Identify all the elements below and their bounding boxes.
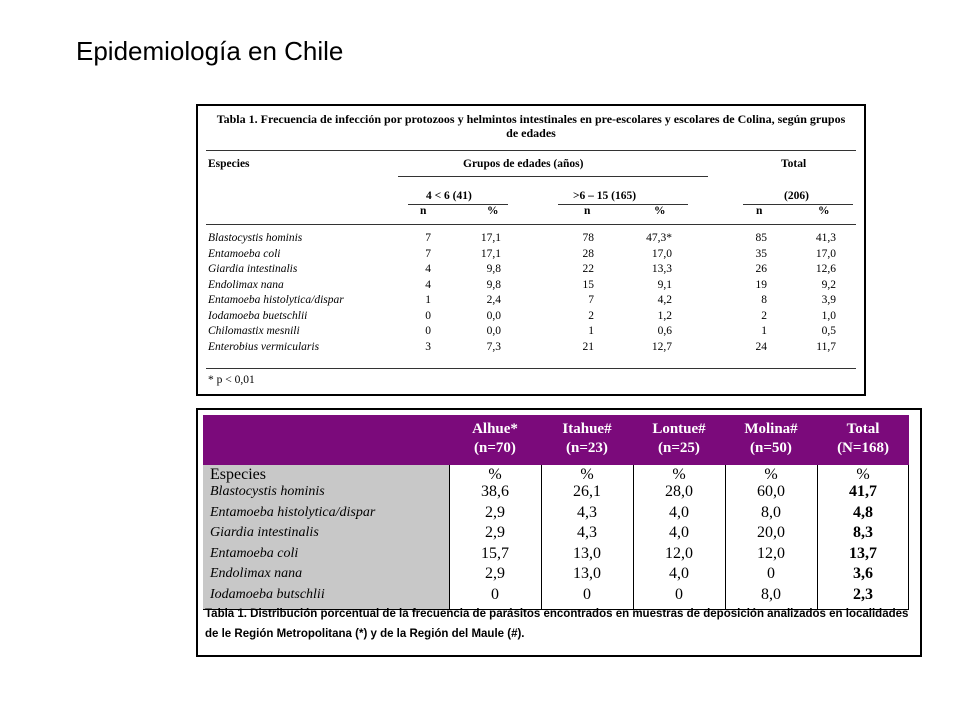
table1-cell-nt: 26 bbox=[755, 263, 767, 275]
table2-cell: 26,1 bbox=[573, 483, 601, 500]
table2-cell: 28,0 bbox=[665, 483, 693, 500]
table2-cell: 0 bbox=[583, 585, 591, 603]
table1-cell-p2: 0,6 bbox=[657, 325, 672, 337]
table1-cell-nt: 24 bbox=[755, 340, 767, 353]
table2-col-molina: Molina# (n=50) bbox=[744, 421, 798, 456]
table1-species: Enterobius vermicularis bbox=[208, 340, 320, 353]
table1-cell-pt: 12,6 bbox=[815, 263, 836, 275]
table1-frame bbox=[196, 104, 866, 396]
table1-cell-n2: 2 bbox=[588, 309, 594, 322]
table1-cell-p2: 17,0 bbox=[651, 247, 672, 260]
table1-species: Blastocystis hominis bbox=[208, 232, 303, 244]
table1-cell-n2: 1 bbox=[588, 325, 594, 337]
slide-title: Epidemiología en Chile bbox=[76, 36, 344, 66]
table1-caption: Tabla 1. Frecuencia de infección por protozoos y helmintos intestinales en pre-escolares y escolares de Colina, según grupos de edades bbox=[216, 112, 846, 140]
table1-cell-p2: 13,3 bbox=[651, 263, 672, 275]
table2-cell: 0 bbox=[491, 585, 499, 603]
table1-cell-pt: 0,5 bbox=[821, 325, 836, 337]
table1-rule-bottom bbox=[206, 368, 856, 369]
table1-cell-n1: 7 bbox=[425, 247, 431, 260]
table1-cell-pt: 3,9 bbox=[821, 294, 836, 306]
table2-pct: % bbox=[764, 466, 778, 483]
table2-cell: 2,9 bbox=[485, 503, 505, 521]
table1-group1: 4 < 6 (41) bbox=[426, 190, 472, 202]
table1-species: Entamoeba coli bbox=[208, 247, 281, 260]
table1-col-pt: % bbox=[818, 205, 830, 217]
table2-pct: % bbox=[856, 466, 870, 483]
table2-cell: 8,3 bbox=[853, 524, 873, 541]
table1-cell-n2: 7 bbox=[588, 294, 594, 306]
table2-species: Entamoeba coli bbox=[210, 545, 299, 561]
table2-cell: 12,0 bbox=[665, 544, 693, 562]
table2-species: Endolimax nana bbox=[210, 566, 303, 581]
table1-species: Giardia intestinalis bbox=[208, 263, 298, 275]
table1-cell-p1: 17,1 bbox=[480, 232, 501, 244]
table2-cell: 8,0 bbox=[761, 503, 781, 521]
table1-species: Endolimax nana bbox=[208, 278, 284, 291]
table1-cell-nt: 2 bbox=[761, 309, 767, 322]
table2-cell: 60,0 bbox=[757, 483, 785, 500]
table2-cell: 4,3 bbox=[577, 503, 597, 521]
table2-pct: % bbox=[580, 466, 594, 483]
table1-cell-pt: 17,0 bbox=[815, 247, 836, 260]
table1-col-p1: % bbox=[487, 205, 499, 217]
table2-cell: 4,0 bbox=[669, 524, 689, 541]
table2-cell: 38,6 bbox=[481, 483, 509, 500]
table1-cell-n1: 1 bbox=[425, 294, 431, 306]
table1-cell-nt: 85 bbox=[755, 232, 767, 244]
table2-cell: 0 bbox=[767, 565, 775, 582]
table2-header bbox=[203, 415, 909, 465]
table1-cell-n1: 4 bbox=[425, 263, 431, 275]
table2-cell: 12,0 bbox=[757, 544, 785, 562]
table1-species: Entamoeba histolytica/dispar bbox=[208, 294, 344, 306]
table1-cell-n1: 7 bbox=[425, 232, 431, 244]
table1-cell-n2: 21 bbox=[582, 340, 594, 353]
table1-rule-g2 bbox=[558, 204, 688, 205]
table1-cell-n2: 28 bbox=[582, 247, 594, 260]
table1-cell-p1: 17,1 bbox=[480, 247, 501, 260]
table1-rule-groups bbox=[398, 176, 708, 177]
table1-rule-head bbox=[206, 224, 856, 225]
table1-group-total: (206) bbox=[784, 190, 809, 202]
table1-cell-p1: 9,8 bbox=[486, 278, 501, 291]
table1-col-p2: % bbox=[654, 205, 666, 217]
table2-col-alhue: Alhue* (n=70) bbox=[472, 421, 518, 456]
table2-pct: % bbox=[488, 466, 502, 483]
table2-species: Giardia intestinalis bbox=[210, 525, 319, 540]
table2-cell: 2,3 bbox=[853, 585, 873, 603]
table1-cell-n2: 15 bbox=[582, 278, 594, 291]
table2-cell: 4,3 bbox=[577, 524, 597, 541]
table1-cell-n1: 3 bbox=[425, 340, 431, 353]
table1-cell-n2: 22 bbox=[582, 263, 594, 275]
table1-cell-nt: 35 bbox=[755, 247, 767, 260]
table1-header-species: Especies bbox=[208, 158, 250, 170]
table2-col-lontue: Lontue# (n=25) bbox=[652, 421, 706, 456]
table2-col-itahue: Itahue# (n=23) bbox=[562, 421, 612, 456]
table2-cell: 13,0 bbox=[573, 544, 601, 562]
table1-cell-p1: 0,0 bbox=[486, 325, 501, 337]
table2-cell: 41,7 bbox=[849, 483, 877, 500]
table1-col-nt: n bbox=[756, 205, 763, 217]
table2-cell: 4,0 bbox=[669, 565, 689, 582]
table1-cell-p2: 9,1 bbox=[657, 278, 672, 291]
table2-frame bbox=[196, 408, 922, 657]
table2-body bbox=[203, 465, 909, 610]
table2-cell: 15,7 bbox=[481, 544, 509, 562]
table1-cell-p2: 47,3* bbox=[646, 232, 672, 244]
table1-cell-nt: 8 bbox=[761, 294, 767, 306]
table2-col-total: Total (N=168) bbox=[837, 421, 889, 456]
table2-cell: 4,0 bbox=[669, 503, 689, 521]
table1-cell-pt: 9,2 bbox=[821, 278, 836, 291]
table2-cell: 13,7 bbox=[849, 544, 877, 562]
table1-cell-p2: 12,7 bbox=[651, 340, 672, 353]
table1-cell-nt: 19 bbox=[755, 278, 767, 291]
table2-caption: Tabla 1. Distribución porcentual de la frecuencia de parásitos encontrados en muestras de deposición analizados en localidades de le Región Metropolitana (*) y de la Región del Maule (#). bbox=[205, 608, 909, 640]
table1-cell-p1: 9,8 bbox=[486, 263, 501, 275]
table1-col-n2: n bbox=[584, 205, 591, 217]
table2-species: Entamoeba histolytica/dispar bbox=[210, 504, 376, 520]
table1-cell-pt: 11,7 bbox=[816, 340, 836, 353]
table1-cell-n1: 0 bbox=[425, 309, 431, 322]
table2-species: Iodamoeba butschlii bbox=[210, 586, 325, 602]
table1-group2: >6 – 15 (165) bbox=[573, 190, 637, 202]
table2-cell: 8,0 bbox=[761, 585, 781, 603]
table2-cell: 3,6 bbox=[853, 565, 873, 582]
table1-cell-nt: 1 bbox=[761, 325, 767, 337]
table2-species: Blastocystis hominis bbox=[210, 484, 325, 499]
table1-cell-n2: 78 bbox=[582, 232, 594, 244]
table2-cell: 2,9 bbox=[485, 524, 505, 541]
table2-pct: % bbox=[672, 466, 686, 483]
table2-species-header: Especies bbox=[210, 466, 266, 483]
table1-cell-p2: 1,2 bbox=[657, 309, 672, 322]
table2-cell: 2,9 bbox=[485, 565, 505, 582]
table1-species: Iodamoeba buetschlii bbox=[208, 309, 308, 322]
table1-cell-p2: 4,2 bbox=[657, 294, 672, 306]
table1-species: Chilomastix mesnili bbox=[208, 325, 300, 337]
table1-header-total: Total bbox=[781, 158, 807, 170]
table1-cell-n1: 0 bbox=[425, 325, 431, 337]
table1-header-groups: Grupos de edades (años) bbox=[463, 158, 584, 170]
table2-cell: 20,0 bbox=[757, 524, 785, 541]
table1-col-n1: n bbox=[420, 205, 427, 217]
table1-cell-p1: 7,3 bbox=[486, 340, 501, 353]
table2-cell: 0 bbox=[675, 585, 683, 603]
table1-cell-p1: 0,0 bbox=[486, 309, 501, 322]
table1-rule-top bbox=[206, 150, 856, 151]
table1-footnote: * p < 0,01 bbox=[208, 374, 255, 386]
table1-cell-pt: 1,0 bbox=[821, 309, 836, 322]
table1-cell-p1: 2,4 bbox=[486, 294, 501, 306]
table2-cell: 13,0 bbox=[573, 565, 601, 582]
table1-cell-pt: 41,3 bbox=[815, 232, 836, 244]
table2-cell: 4,8 bbox=[853, 503, 873, 521]
table1-cell-n1: 4 bbox=[425, 278, 431, 291]
